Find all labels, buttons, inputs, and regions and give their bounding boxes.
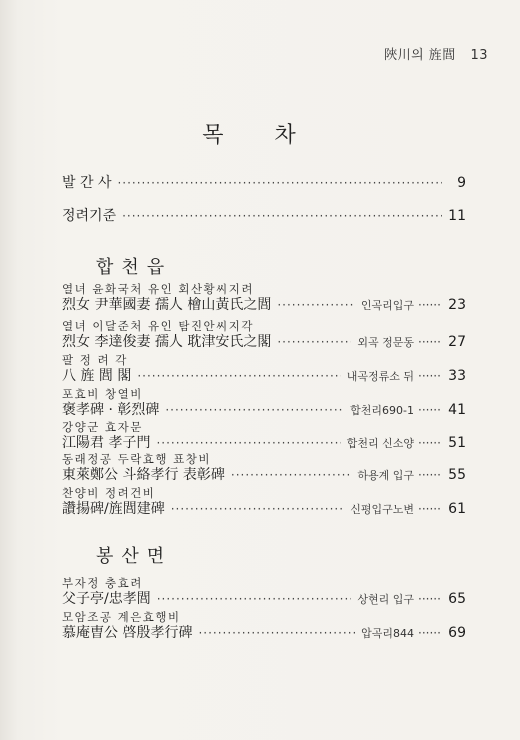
- toc-row: [62, 172, 466, 192]
- leader-dots: [117, 176, 442, 190]
- toc-label: 정려기준: [62, 208, 117, 224]
- entry-page: 23: [448, 297, 466, 313]
- leader-dots: [277, 335, 351, 349]
- entry-reading: 열녀 윤화국처 유인 회산황씨지려: [62, 282, 254, 296]
- running-header: [384, 44, 488, 63]
- entry-location: 신평입구노변: [350, 503, 414, 516]
- toc-entry: [62, 294, 466, 314]
- entry-location: 하용계 입구: [357, 469, 414, 482]
- toc-page: 11: [448, 208, 466, 224]
- leader-dots: [418, 403, 442, 417]
- leader-dots: [418, 468, 442, 482]
- page-number: 13: [470, 48, 488, 63]
- entry-page: 51: [448, 435, 466, 451]
- toc-entry: [62, 588, 466, 608]
- entry-reading: 열녀 이달준처 유인 탐진안씨지각: [62, 319, 254, 333]
- entry-title: 江陽君 孝子門: [62, 435, 151, 451]
- leader-dots: [418, 369, 442, 383]
- toc-page: 9: [457, 175, 466, 191]
- entry-reading: 찬양비 정려건비: [62, 486, 156, 500]
- entry-location: 합천리690-1: [350, 404, 414, 417]
- entry-reading: 모암조공 계은효행비: [62, 610, 181, 624]
- entry-location: 인곡리입구: [360, 299, 414, 312]
- entry-reading: 부자정 충효려: [62, 576, 143, 590]
- leader-dots: [156, 436, 340, 450]
- entry-title: 褒孝碑 · 彰烈碑: [62, 402, 160, 418]
- entry-title: 烈女 李達俊妻 孺人 耽津安氏之閣: [62, 334, 272, 350]
- page-title: 목 차: [202, 123, 318, 148]
- entry-title: 慕庵曺公 啓殷孝行碑: [62, 625, 193, 641]
- entry-reading: 동래정공 두락효행 표창비: [62, 452, 212, 466]
- leader-dots: [418, 626, 442, 640]
- toc-entry: [62, 464, 466, 484]
- leader-dots: [157, 592, 352, 606]
- leader-dots: [418, 298, 442, 312]
- entry-reading: 강양군 효자문: [62, 420, 143, 434]
- toc-entry: [62, 622, 466, 642]
- toc-entry: [62, 432, 466, 452]
- entry-title: 八 旌 閭 閣: [62, 368, 132, 384]
- entry-title: 烈女 尹華國妻 孺人 檜山黃氏之閭: [62, 297, 272, 313]
- toc-entry: [62, 365, 466, 385]
- toc-row: [62, 205, 466, 225]
- entry-title: 父子亭/忠孝閭: [62, 591, 151, 607]
- leader-dots: [418, 436, 442, 450]
- toc-entry: [62, 498, 466, 518]
- entry-page: 69: [448, 625, 466, 641]
- leader-dots: [418, 335, 442, 349]
- entry-page: 33: [448, 368, 466, 384]
- leader-dots: [137, 369, 340, 383]
- leader-dots: [171, 502, 345, 516]
- leader-dots: [165, 403, 344, 417]
- leader-dots: [122, 209, 442, 223]
- section-heading: 합천읍: [96, 257, 173, 278]
- entry-location: 합천리 신소양: [346, 437, 414, 450]
- entry-title: 讚揚碑/旌閭建碑: [62, 501, 165, 517]
- entry-location: 상현리 입구: [357, 593, 414, 606]
- entry-location: 내곡정류소 뒤: [346, 370, 414, 383]
- entry-reading: 포효비 창열비: [62, 387, 143, 401]
- entry-location: 외곡 정문동: [357, 336, 414, 349]
- entry-page: 27: [448, 334, 466, 350]
- section-heading: 봉산면: [96, 546, 173, 567]
- leader-dots: [198, 626, 355, 640]
- toc-label: 발 간 사: [62, 175, 112, 191]
- toc-entry: [62, 331, 466, 351]
- leader-dots: [231, 468, 351, 482]
- leader-dots: [418, 592, 442, 606]
- entry-title: 東萊鄭公 斗絡孝行 表彰碑: [62, 467, 225, 483]
- entry-location: 압곡리844: [361, 627, 414, 640]
- entry-page: 55: [448, 467, 466, 483]
- leader-dots: [418, 502, 442, 516]
- book-title: 陜川의 旌閭: [384, 48, 456, 63]
- entry-page: 41: [448, 402, 466, 418]
- toc-entry: [62, 399, 466, 419]
- leader-dots: [277, 298, 355, 312]
- entry-page: 65: [448, 591, 466, 607]
- entry-reading: 팔 정 려 각: [62, 353, 128, 367]
- entry-page: 61: [448, 501, 466, 517]
